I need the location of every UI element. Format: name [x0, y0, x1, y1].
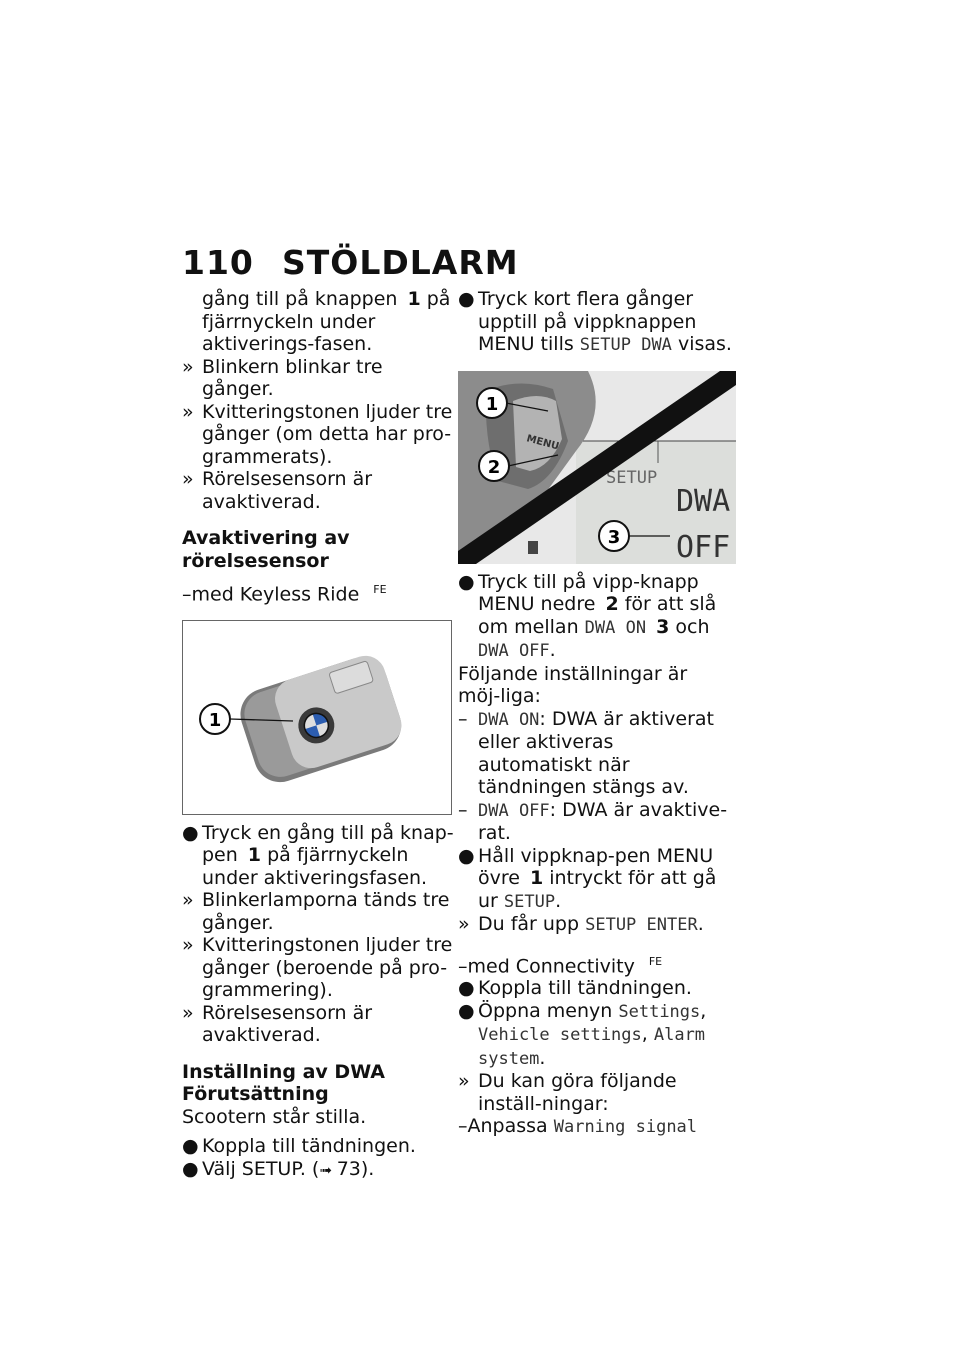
step-item: ● Välj SETUP. (➟ 73). [182, 1157, 375, 1180]
right-column [458, 288, 733, 1139]
dash-item: –Anpassa Warning signal [458, 1115, 698, 1138]
figure-label-3: 3 [607, 526, 621, 548]
step-item: ● Håll vippknap-pen MENU övre 1 intryckt för att gå ur SETUP. [458, 844, 717, 912]
result-item: » Du kan göra följande inställ-ningar: [458, 1070, 677, 1115]
option-item: – DWA ON: DWA är aktiverat eller aktiveras automatiskt när tändningen stängs av. [458, 707, 714, 798]
step-item: ● Tryck kort flera gånger upptill på vippknappen MENU tills SETUP DWA visas. [458, 288, 732, 355]
handlebar-display-figure [458, 371, 736, 564]
page-header [182, 243, 519, 282]
page-reference[interactable]: 73 [336, 1157, 361, 1180]
figure-label-2: 2 [487, 456, 501, 478]
result-item: » Rörelsesensorn är avaktiverad. [182, 468, 373, 513]
switch-display-illustration [458, 371, 736, 564]
fuel-icon [528, 541, 538, 554]
left-column [182, 288, 457, 1181]
menu-button-text: MENU [525, 432, 561, 453]
key-fob-illustration [183, 621, 451, 814]
options-intro: Följande inställningar är möj-liga: [458, 662, 688, 707]
section-heading-dwa: Inställning av DWA [182, 1060, 386, 1083]
display-setup-text: SETUP [606, 467, 658, 488]
step-item: ● Koppla till tändningen. [458, 977, 692, 1000]
step-item: ● Tryck till på vipp-knapp MENU nedre 2 för att slå om mellan DWA ON 3 och DWA OFF. [458, 570, 717, 661]
result-item: » Kvitteringstonen ljuder tre gånger (om detta har pro-grammerats). [182, 400, 453, 468]
condition-keyless: –med Keyless Ride $^{FE}$ [182, 583, 387, 606]
figure-label-1: 1 [485, 393, 499, 415]
display-off-text: OFF [676, 529, 731, 564]
result-item: » Blinkerlamporna tänds tre gånger. [182, 889, 450, 934]
result-item: » Rörelsesensorn är avaktiverad. [182, 1001, 373, 1047]
key-fob-figure [182, 620, 452, 815]
page-number: 110 [182, 243, 254, 282]
section-heading-deactivation: Avaktivering av rörelsesensor [182, 527, 350, 572]
paragraph-continued: gång till på knappen 1 på fjärrnyckeln under aktiverings-fasen. [202, 288, 451, 355]
prerequisite-text: Scootern står stilla. [182, 1105, 367, 1128]
result-item: » Du får upp SETUP ENTER. [458, 913, 704, 935]
result-item: » Blinkern blinkar tre gånger. [182, 355, 383, 400]
page-title: STÖLDLARM [282, 243, 519, 282]
step-item: ● Koppla till tändningen. [182, 1135, 416, 1158]
step-item: ● Tryck en gång till på knap-pen 1 på fjärrnyckeln under aktiveringsfasen. [182, 821, 454, 889]
display-dwa-text: DWA [676, 483, 731, 519]
option-item: – DWA OFF: DWA är avaktive-rat. [458, 798, 728, 844]
page-reference-arrow-icon: ➟ [319, 1160, 337, 1179]
result-item: » Kvitteringstonen ljuder tre gånger (beroende på pro-grammering). [182, 934, 453, 1002]
figure-label-1: 1 [208, 709, 222, 731]
prerequisite-heading: Förutsättning [182, 1083, 329, 1106]
step-item: ● Öppna menyn Settings, Vehicle settings, Alarm system. [458, 999, 707, 1069]
condition-connectivity: –med Connectivity $^{FE}$ [458, 954, 663, 977]
